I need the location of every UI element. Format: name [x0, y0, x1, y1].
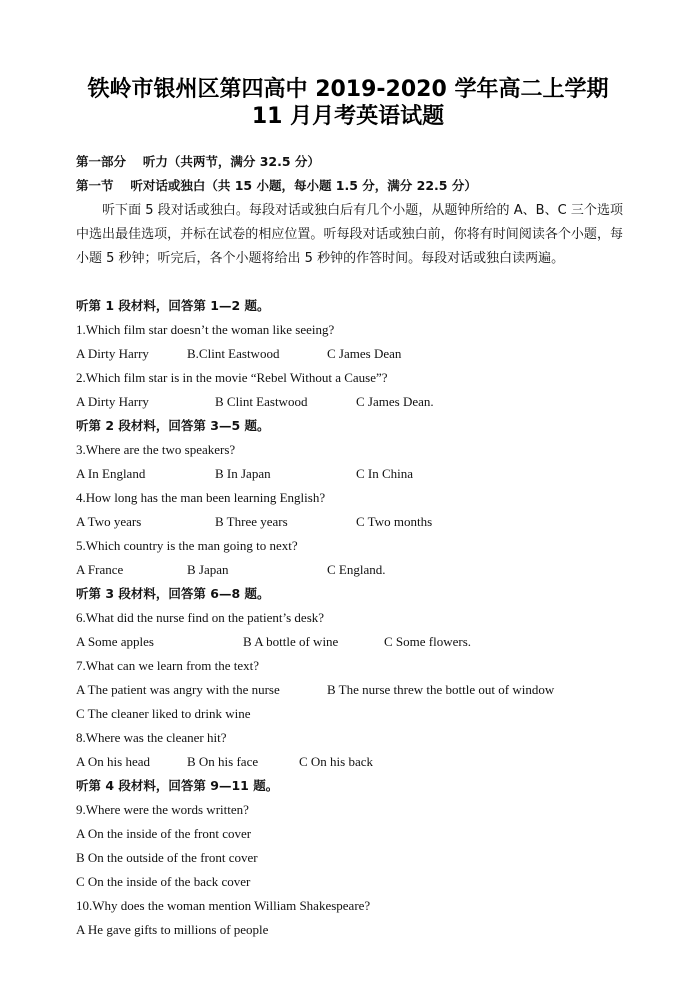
question-4-stem: 4.How long has the man been learning English?: [76, 490, 326, 505]
section-heading: 第一节 听对话或独白（共 15 小题，每小题 1.5 分，满分 22.5 分）: [76, 178, 477, 193]
question-9-option-a: A On the inside of the front cover: [76, 826, 252, 841]
group-heading-2: 听第 2 段材料，回答第 3—5 题。: [76, 418, 270, 433]
question-7-option-b: B The nurse threw the bottle out of window: [327, 682, 555, 697]
question-10-option-a: A He gave gifts to millions of people: [76, 922, 269, 937]
question-1-stem: 1.Which film star doesn’t the woman like seeing?: [76, 322, 335, 337]
question-4-option-c: C Two months: [356, 514, 433, 529]
question-8-stem: 8.Where was the cleaner hit?: [76, 730, 227, 745]
group-heading-4: 听第 4 段材料，回答第 9—11 题。: [76, 778, 279, 793]
question-5-option-a: A France: [76, 562, 124, 577]
question-5-stem: 5.Which country is the man going to next?: [76, 538, 298, 553]
question-7-option-a: A The patient was angry with the nurse: [76, 682, 280, 697]
question-3-option-b: B In Japan: [215, 466, 271, 481]
question-3-stem: 3.Where are the two speakers?: [76, 442, 236, 457]
question-9-stem: 9.Where were the words written?: [76, 802, 249, 817]
question-2-option-a: A Dirty Harry: [76, 394, 149, 409]
question-10-stem: 10.Why does the woman mention William Shakespeare?: [76, 898, 371, 913]
group-heading-1: 听第 1 段材料，回答第 1—2 题。: [76, 298, 270, 313]
question-1-option-a: A Dirty Harry: [76, 346, 149, 361]
question-8-option-b: B On his face: [187, 754, 259, 769]
exam-title-line-1: 铁岭市银州区第四高中 2019-2020 学年高二上学期: [87, 77, 609, 102]
question-3-option-c: C In China: [356, 466, 414, 481]
question-9-option-b: B On the outside of the front cover: [76, 850, 258, 865]
instructions-paragraph: 听下面 5 段对话或独白。每段对话或独白后有几个小题，从题钟所给的 A、B、C 三个选项中选出最佳选项，并标在试卷的相应位置。听每段对话或独白前，你将有时间阅读各个小题，每小题 5 秒钟；听完后，各个小题将给出 5 秒钟的作答时间。每段对话或独白读两遍。: [76, 203, 623, 266]
question-7-stem: 7.What can we learn from the text?: [76, 658, 259, 673]
question-1-option-c: C James Dean: [327, 346, 402, 361]
question-4-option-a: A Two years: [76, 514, 142, 529]
question-2-option-c: C James Dean.: [356, 394, 434, 409]
question-6-option-c: C Some flowers.: [384, 634, 472, 649]
group-heading-3: 听第 3 段材料，回答第 6—8 题。: [76, 586, 270, 601]
question-5-option-c: C England.: [327, 562, 386, 577]
question-3-option-a: A In England: [76, 466, 146, 481]
question-1-option-b: B.Clint Eastwood: [187, 346, 280, 361]
question-6-option-b: B A bottle of wine: [243, 634, 339, 649]
exam-title-line-2: 11 月月考英语试题: [251, 104, 445, 129]
question-8-option-a: A On his head: [76, 754, 151, 769]
question-4-option-b: B Three years: [215, 514, 288, 529]
part-heading: 第一部分 听力（共两节，满分 32.5 分）: [76, 154, 320, 169]
question-7-option-c: C The cleaner liked to drink wine: [76, 706, 251, 721]
question-6-option-a: A Some apples: [76, 634, 154, 649]
question-5-option-b: B Japan: [187, 562, 229, 577]
question-8-option-c: C On his back: [299, 754, 374, 769]
question-6-stem: 6.What did the nurse find on the patient’s desk?: [76, 610, 325, 625]
question-2-stem: 2.Which film star is in the movie “Rebel Without a Cause”?: [76, 370, 388, 385]
question-2-option-b: B Clint Eastwood: [215, 394, 308, 409]
question-9-option-c: C On the inside of the back cover: [76, 874, 251, 889]
